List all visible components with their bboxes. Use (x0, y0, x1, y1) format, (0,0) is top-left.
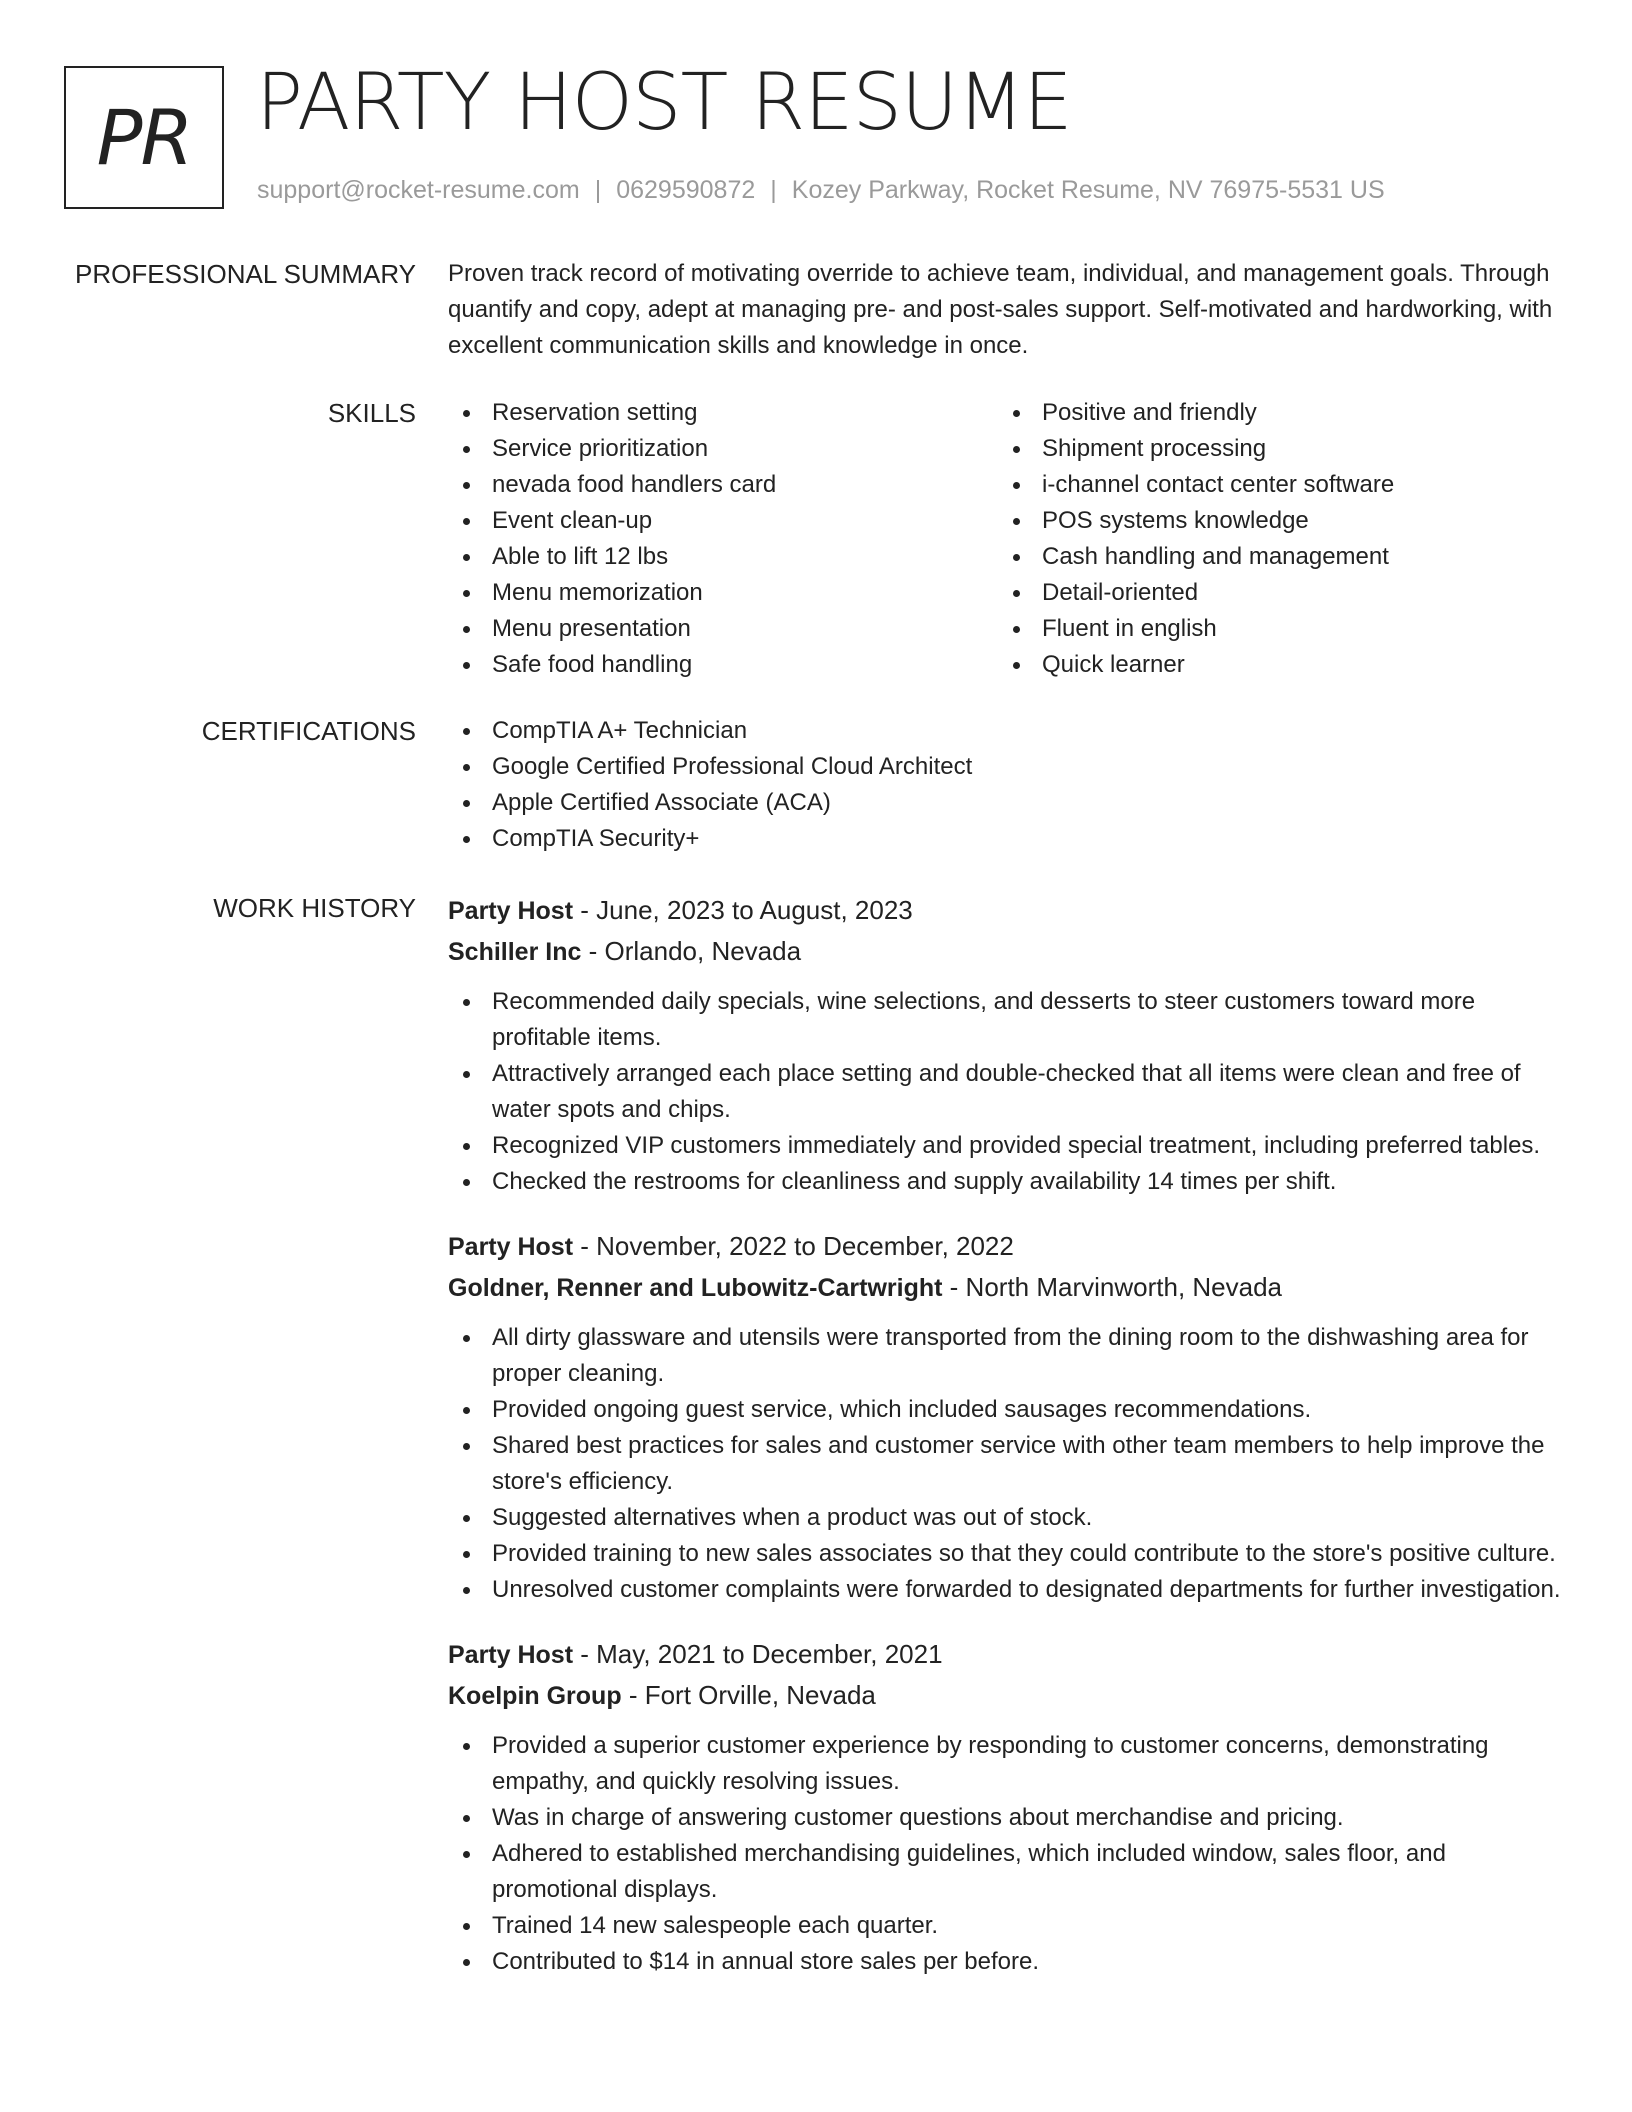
skill-item: Menu presentation (448, 611, 998, 647)
job-duty-item: Provided ongoing guest service, which included sausages recommendations. (448, 1392, 1568, 1428)
job-title: Party Host (448, 1641, 574, 1669)
job-location: - Fort Orville, Nevada (621, 1680, 876, 1710)
skill-item: nevada food handlers card (448, 467, 998, 503)
job-title-line (448, 1634, 1568, 1675)
job-company: Goldner, Renner and Lubowitz-Cartwright (448, 1274, 943, 1302)
certification-item: Apple Certified Associate (ACA) (448, 785, 1568, 821)
skills-list-right (998, 395, 1548, 683)
job-duties-list (448, 1320, 1568, 1608)
certification-item: CompTIA Security+ (448, 821, 1568, 857)
skills-heading: SKILLS (327, 398, 416, 428)
skill-item: Menu memorization (448, 575, 998, 611)
job-duty-item: Shared best practices for sales and customer service with other team members to help improve the store's efficiency. (448, 1428, 1568, 1500)
skill-item: Safe food handling (448, 647, 998, 683)
contact-line (257, 176, 1385, 205)
job-duty-item: Attractively arranged each place setting and double-checked that all items were clean and free of water spots and chips. (448, 1056, 1568, 1128)
skill-item: Reservation setting (448, 395, 998, 431)
job-duty-item: Provided a superior customer experience by responding to customer concerns, demonstrating empathy, and quickly resolving issues. (448, 1728, 1568, 1800)
skill-item: Cash handling and management (998, 539, 1548, 575)
job-location: - Orlando, Nevada (581, 936, 802, 966)
contact-separator: | (594, 176, 602, 204)
job-duty-item: Recommended daily specials, wine selections, and desserts to steer customers toward more profitable items. (448, 984, 1568, 1056)
summary-text: Proven track record of motivating override to achieve team, individual, and management goals. Through quantify and copy, adept at managing pre- and post-sales support. Self-motivated and hardworking, with excellent communication skills and knowledge in once. (448, 260, 1553, 359)
certification-item: CompTIA A+ Technician (448, 713, 1568, 749)
job-duty-item: Adhered to established merchandising guidelines, which included window, sales floor, and promotional displays. (448, 1836, 1568, 1908)
skill-item: Event clean-up (448, 503, 998, 539)
skill-item: Able to lift 12 lbs (448, 539, 998, 575)
job-duty-item: All dirty glassware and utensils were transported from the dining room to the dishwashing area for proper cleaning. (448, 1320, 1568, 1392)
job-dates: - June, 2023 to August, 2023 (573, 895, 913, 925)
skill-item: POS systems knowledge (998, 503, 1548, 539)
skills-list-left (448, 395, 998, 683)
job-company-line (448, 1267, 1568, 1308)
certifications-heading: CERTIFICATIONS (201, 716, 416, 746)
job-entry (448, 890, 1568, 1200)
job-company-line (448, 1675, 1568, 1716)
job-company: Koelpin Group (448, 1682, 622, 1710)
job-entry (448, 1226, 1568, 1608)
contact-separator: | (770, 176, 777, 204)
job-duty-item: Recognized VIP customers immediately and provided special treatment, including preferred tables. (448, 1128, 1568, 1164)
job-duty-item: Suggested alternatives when a product was out of stock. (448, 1500, 1568, 1536)
job-duties-list (448, 1728, 1568, 1980)
skill-item: Detail-oriented (998, 575, 1548, 611)
certifications-list (448, 713, 1568, 857)
job-dates: - November, 2022 to December, 2022 (573, 1231, 1014, 1261)
skill-item: Fluent in english (998, 611, 1548, 647)
contact-email: support@rocket-resume.com (257, 176, 580, 204)
contact-address: Kozey Parkway, Rocket Resume, NV 76975-5531 US (791, 176, 1385, 204)
job-duty-item: Was in charge of answering customer questions about merchandise and pricing. (448, 1800, 1568, 1836)
job-company: Schiller Inc (448, 938, 582, 966)
skill-item: Positive and friendly (998, 395, 1548, 431)
job-title: Party Host (448, 897, 574, 925)
job-entry (448, 1634, 1568, 1980)
job-list (448, 890, 1568, 2006)
job-title: Party Host (448, 1233, 574, 1261)
certification-item: Google Certified Professional Cloud Architect (448, 749, 1568, 785)
skills-columns (448, 395, 1568, 683)
job-company-line (448, 931, 1568, 972)
skill-item: Quick learner (998, 647, 1548, 683)
resume-title: PARTY HOST RESUME (256, 58, 1072, 148)
job-title-line (448, 890, 1568, 931)
job-duty-item: Checked the restrooms for cleanliness and supply availability 14 times per shift. (448, 1164, 1568, 1200)
job-location: - North Marvinworth, Nevada (942, 1272, 1283, 1302)
work-history-heading: WORK HISTORY (213, 893, 416, 923)
skill-item: Service prioritization (448, 431, 998, 467)
job-duty-item: Provided training to new sales associates so that they could contribute to the store's positive culture. (448, 1536, 1568, 1572)
job-duty-item: Trained 14 new salespeople each quarter. (448, 1908, 1568, 1944)
skill-item: Shipment processing (998, 431, 1548, 467)
skill-item: i-channel contact center software (998, 467, 1548, 503)
job-duty-item: Contributed to $14 in annual store sales per before. (448, 1944, 1568, 1980)
job-duties-list (448, 984, 1568, 1200)
job-title-line (448, 1226, 1568, 1267)
job-duty-item: Unresolved customer complaints were forwarded to designated departments for further investigation. (448, 1572, 1568, 1608)
contact-phone: 0629590872 (616, 176, 756, 204)
job-dates: - May, 2021 to December, 2021 (573, 1639, 943, 1669)
summary-heading: PROFESSIONAL SUMMARY (75, 259, 416, 289)
initials-monogram: PR (64, 66, 224, 209)
